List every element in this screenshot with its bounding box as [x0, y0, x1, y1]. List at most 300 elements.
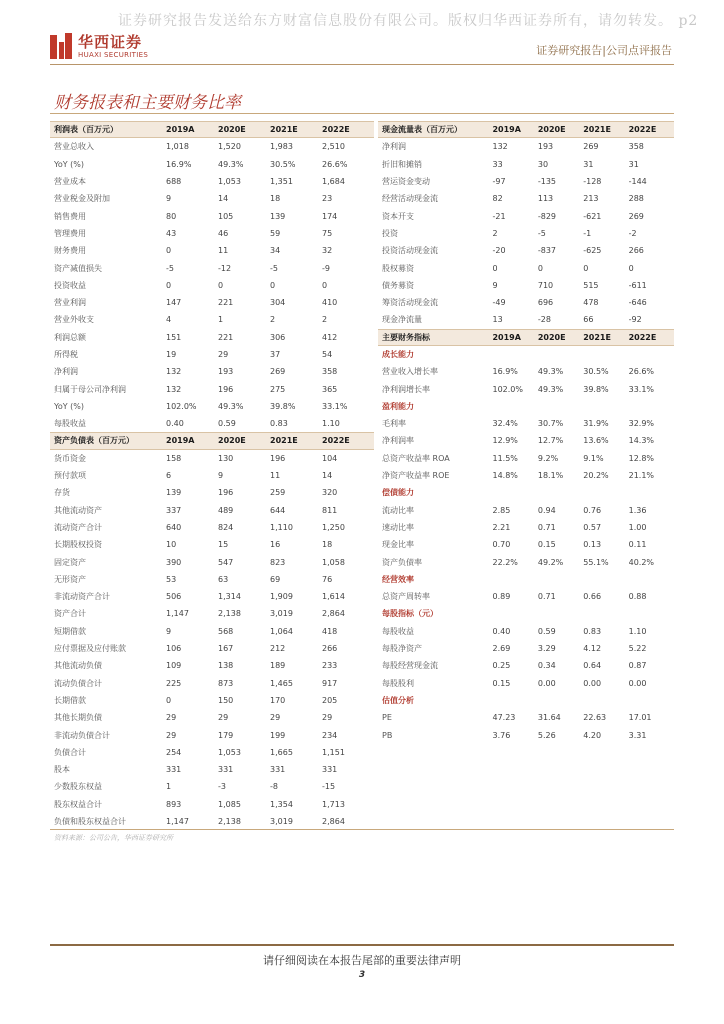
cell-value: 4.20	[583, 730, 602, 740]
cell-value: 1,018	[166, 142, 189, 152]
cell-value: 390	[166, 557, 182, 567]
table-row	[378, 138, 674, 155]
cell-value: 824	[218, 522, 234, 532]
table-row	[50, 657, 374, 674]
cell-value: 331	[218, 765, 234, 775]
table-row	[378, 242, 674, 259]
cell-value: 1,053	[218, 177, 241, 187]
table-row	[50, 796, 374, 813]
logo-text-cn: 华西证券	[78, 33, 143, 51]
cell-value: 13	[492, 315, 503, 325]
cell-value: 0	[322, 280, 328, 290]
cell-value: 9.2%	[537, 453, 559, 463]
cell-value: 40.2%	[628, 557, 655, 567]
table-row	[50, 346, 374, 363]
table-row	[50, 675, 374, 692]
cell-value: 20.2%	[583, 471, 609, 481]
cell-value: 29	[270, 713, 281, 723]
cell-value: 49.3%	[537, 367, 564, 377]
cell-value: 9	[166, 626, 172, 636]
cell-value: 109	[166, 661, 182, 671]
table-row	[50, 156, 374, 173]
cell-value: 11	[218, 246, 229, 256]
cell-value: 2020E	[537, 332, 566, 342]
table-row	[50, 190, 374, 207]
row-label: 净利润	[54, 367, 78, 377]
row-label: 存货	[54, 488, 70, 498]
cell-value: 1.10	[322, 419, 340, 429]
row-label: 股权募资	[382, 263, 414, 273]
cell-value: 2.21	[492, 522, 511, 532]
cell-value: 1,909	[270, 592, 293, 602]
cell-value: 15	[218, 540, 229, 550]
cell-value: 5.22	[628, 644, 647, 654]
cell-value: 76	[322, 574, 333, 584]
cell-value: 196	[270, 453, 286, 463]
company-logo	[50, 33, 148, 61]
watermark: 证券研究报告发送给东方财富信息股份有限公司。版权归华西证券所有，请勿转发。 p2	[118, 13, 699, 29]
cell-value: 331	[166, 765, 182, 775]
table-row	[50, 813, 374, 830]
table-row	[50, 450, 374, 467]
cell-value: 43	[166, 228, 177, 238]
row-label: 毛利率	[382, 419, 406, 429]
cell-value: 2019A	[492, 332, 521, 342]
cell-value: 1,684	[322, 177, 345, 187]
cell-value: 221	[218, 332, 234, 342]
cell-value: 0	[537, 263, 543, 273]
cell-value: 696	[537, 298, 554, 308]
row-label: 利润总额	[54, 332, 86, 342]
table-row	[378, 207, 674, 224]
cell-value: 2022E	[322, 125, 350, 135]
cell-value: 102.0%	[166, 401, 197, 411]
cell-value: 39.8%	[270, 401, 296, 411]
row-label: 其他长期负债	[54, 713, 102, 723]
cell-value: 2020E	[218, 125, 246, 135]
cell-value: 33.1%	[322, 401, 348, 411]
cell-value: 710	[537, 280, 554, 290]
table-row	[378, 553, 674, 570]
table-row	[50, 605, 374, 622]
cell-value: 16.9%	[166, 159, 192, 169]
row-label: 每股经营现金流	[382, 661, 438, 671]
cell-value: 32	[322, 246, 333, 256]
cell-value: -128	[583, 177, 602, 187]
table-row	[50, 329, 374, 346]
row-label: 负债和股东权益合计	[54, 817, 126, 827]
cell-value: 1,983	[270, 142, 293, 152]
table-row	[378, 225, 674, 242]
cell-value: 49.3%	[537, 384, 564, 394]
title-divider	[50, 113, 674, 114]
row-label: 流动资产合计	[54, 522, 102, 532]
cell-value: 3.31	[628, 730, 647, 740]
table-row	[378, 380, 674, 397]
row-label: 偿债能力	[382, 488, 414, 498]
cell-value: 640	[166, 522, 182, 532]
cell-value: -135	[537, 177, 557, 187]
cell-value: -5	[166, 263, 174, 273]
source-divider	[50, 829, 674, 830]
row-label: 折旧和摊销	[382, 159, 422, 169]
cell-value: 515	[583, 280, 599, 290]
table-row	[50, 311, 374, 328]
row-label: 固定资产	[54, 557, 86, 567]
cell-value: 151	[166, 332, 182, 342]
cell-value: 16	[270, 540, 281, 550]
cell-value: 2,864	[322, 817, 345, 827]
cell-value: 2021E	[583, 332, 611, 342]
table-row	[378, 536, 674, 553]
cell-value: 1,614	[322, 592, 345, 602]
row-label: 营业总收入	[54, 142, 94, 152]
cell-value: 9	[218, 471, 224, 481]
cell-value: 0.71	[537, 522, 556, 532]
cell-value: 2	[322, 315, 328, 325]
section-title: 财务报表和主要财务比率	[54, 93, 241, 113]
cell-value: 55.1%	[583, 557, 609, 567]
row-label: 净利润率	[382, 436, 414, 446]
cell-value: 205	[322, 695, 338, 705]
cell-value: 568	[218, 626, 234, 636]
cell-value: 2,138	[218, 609, 241, 619]
table-row	[50, 778, 374, 795]
cell-value: 102.0%	[492, 384, 523, 394]
cell-value: 688	[166, 177, 182, 187]
cell-value: -646	[628, 298, 647, 308]
row-label: 资产负债率	[382, 557, 422, 567]
row-label: 所得税	[54, 350, 78, 359]
row-label: 非流动负债合计	[54, 730, 110, 740]
row-label: 长期借款	[54, 695, 86, 705]
cell-value: 47.23	[492, 713, 516, 723]
cell-value: 23	[322, 194, 333, 204]
cell-value: 26.6%	[628, 367, 655, 377]
row-label: 营业税金及附加	[54, 194, 110, 204]
cell-value: 75	[322, 228, 333, 238]
cell-value: 2.85	[492, 505, 511, 515]
cell-value: 9	[492, 280, 498, 290]
cell-value: 5.26	[537, 730, 556, 740]
table-row	[50, 467, 374, 484]
cell-value: 31	[583, 159, 594, 169]
cell-value: 196	[218, 488, 234, 498]
row-label: 预付款项	[54, 471, 86, 481]
cell-value: 917	[322, 678, 338, 688]
table-row	[50, 571, 374, 588]
row-label: 营业外收支	[54, 315, 94, 325]
cell-value: 1.10	[628, 626, 647, 636]
cell-value: 106	[166, 644, 182, 654]
row-label: 每股股利	[382, 678, 414, 688]
row-label: 每股收益	[54, 419, 86, 429]
row-label: 每股净资产	[382, 644, 422, 654]
cell-value: 2.69	[492, 644, 511, 654]
cell-value: -9	[322, 263, 330, 273]
cell-value: 138	[218, 661, 234, 671]
cell-value: 0	[166, 695, 172, 705]
table-row	[50, 363, 374, 380]
table-row	[378, 432, 674, 449]
category-row	[378, 605, 674, 622]
cell-value: 3,019	[270, 609, 293, 619]
cell-value: 1,713	[322, 799, 345, 809]
cell-value: 1,085	[218, 799, 241, 809]
cell-value: 0.00	[583, 678, 602, 688]
cell-value: 1,250	[322, 522, 345, 532]
table-row	[50, 536, 374, 553]
cell-value: 0.89	[492, 592, 511, 602]
cell-value: 418	[322, 626, 338, 636]
left-financial-table	[50, 121, 374, 830]
table-row	[50, 519, 374, 536]
cell-value: 29	[218, 713, 229, 723]
cell-value: 2022E	[322, 436, 350, 446]
cell-value: 234	[322, 730, 338, 740]
row-label: 资本开支	[382, 211, 414, 221]
table-row	[50, 640, 374, 657]
row-label: 其他流动负债	[54, 661, 102, 671]
cell-value: 2	[270, 315, 276, 325]
row-label: 现金流量表（百万元）	[382, 125, 462, 135]
cell-value: 12.8%	[628, 453, 655, 463]
row-label: 流动负债合计	[54, 678, 102, 688]
row-label: 经营效率	[382, 574, 414, 584]
row-label: 股东权益合计	[54, 799, 102, 809]
category-row	[378, 346, 674, 363]
cell-value: 0.83	[270, 419, 288, 429]
legal-notice: 请仔细阅读在本报告尾部的重要法律声明	[263, 954, 461, 967]
row-label: 营业成本	[54, 177, 86, 187]
cell-value: 189	[270, 661, 286, 671]
cell-value: 0.40	[166, 419, 184, 429]
table-row	[50, 692, 374, 709]
cell-value: 0	[218, 280, 224, 290]
table-row	[378, 675, 674, 692]
row-label: 总资产收益率 ROA	[382, 453, 450, 463]
cell-value: 412	[322, 332, 338, 342]
cell-value: 54	[322, 350, 333, 359]
row-label: 长期股权投资	[54, 540, 102, 550]
footer-divider	[50, 944, 674, 946]
cell-value: -3	[218, 782, 226, 792]
right-financial-table	[378, 121, 674, 744]
cell-value: 1,110	[270, 522, 293, 532]
cell-value: 233	[322, 661, 338, 671]
cell-value: 53	[166, 574, 177, 584]
table-row	[378, 623, 674, 640]
cell-value: -28	[537, 315, 551, 325]
cell-value: 13.6%	[583, 436, 609, 446]
cell-value: 0.76	[583, 505, 602, 515]
cell-value: 10	[166, 540, 177, 550]
row-label: 现金比率	[382, 540, 414, 550]
cell-value: 358	[628, 142, 644, 152]
table-row	[378, 726, 674, 743]
cell-value: 331	[322, 765, 338, 775]
cell-value: 9	[166, 194, 172, 204]
cell-value: -97	[492, 177, 506, 187]
cell-value: -837	[537, 246, 557, 256]
row-label: 每股指标（元）	[382, 609, 438, 619]
cell-value: 3.76	[492, 730, 511, 740]
table-row	[378, 156, 674, 173]
row-label: 股本	[54, 765, 70, 775]
cell-value: 266	[628, 246, 644, 256]
cell-value: 0.71	[537, 592, 556, 602]
table-row	[50, 173, 374, 190]
cell-value: 873	[218, 678, 234, 688]
row-label: PE	[382, 713, 392, 723]
cell-value: 1.00	[628, 522, 647, 532]
cell-value: 139	[166, 488, 182, 498]
cell-value: 304	[270, 298, 286, 308]
cell-value: 12.9%	[492, 436, 518, 446]
cell-value: -625	[583, 246, 602, 256]
table-row	[50, 398, 374, 415]
table-row	[50, 225, 374, 242]
cell-value: 132	[166, 367, 182, 377]
cell-value: 2,138	[218, 817, 241, 827]
cell-value: 644	[270, 505, 286, 515]
cell-value: 0.66	[583, 592, 602, 602]
cell-value: 811	[322, 505, 338, 515]
cell-value: 199	[270, 730, 286, 740]
cell-value: 0	[270, 280, 276, 290]
row-label: 债务募资	[382, 280, 414, 290]
cell-value: 1,354	[270, 799, 293, 809]
table-row	[50, 138, 374, 155]
table-header-row	[378, 329, 674, 346]
cell-value: 0.59	[537, 626, 556, 636]
cell-value: 0.00	[537, 678, 556, 688]
cell-value: 193	[537, 142, 554, 152]
cell-value: 1,665	[270, 747, 293, 757]
cell-value: 0.59	[218, 419, 236, 429]
cell-value: 2021E	[583, 125, 611, 135]
cell-value: 2021E	[270, 436, 298, 446]
cell-value: 18	[270, 194, 281, 204]
cell-value: 2022E	[628, 125, 657, 135]
cell-value: 213	[583, 194, 599, 204]
row-label: 速动比率	[382, 522, 414, 532]
table-row	[50, 242, 374, 259]
cell-value: 132	[166, 384, 182, 394]
cell-value: 0	[492, 263, 498, 273]
cell-value: 30.5%	[270, 159, 296, 169]
table-row	[378, 311, 674, 328]
category-row	[378, 484, 674, 501]
cell-value: 33	[492, 159, 503, 169]
row-label: 流动比率	[382, 505, 414, 515]
cell-value: -5	[537, 228, 546, 238]
row-label: PB	[382, 730, 393, 740]
table-row	[378, 415, 674, 432]
cell-value: 11.5%	[492, 453, 518, 463]
cell-value: 32.4%	[492, 419, 518, 429]
cell-value: 221	[218, 298, 234, 308]
row-label: 净资产收益率 ROE	[382, 471, 450, 481]
header-divider	[50, 64, 674, 65]
cell-value: 489	[218, 505, 234, 515]
cell-value: 331	[270, 765, 286, 775]
cell-value: 410	[322, 298, 338, 308]
cell-value: 547	[218, 557, 234, 567]
cell-value: 18.1%	[537, 471, 564, 481]
cell-value: -829	[537, 211, 557, 221]
cell-value: 0.94	[537, 505, 556, 515]
cell-value: 31	[628, 159, 639, 169]
cell-value: 11	[270, 471, 281, 481]
cell-value: 22.2%	[492, 557, 518, 567]
cell-value: 1,064	[270, 626, 293, 636]
table-row	[50, 553, 374, 570]
cell-value: 1.36	[628, 505, 647, 515]
row-label: 筹资活动现金流	[382, 298, 438, 308]
table-row	[378, 588, 674, 605]
cell-value: 1,314	[218, 592, 241, 602]
cell-value: 32.9%	[628, 419, 655, 429]
cell-value: 147	[166, 298, 182, 308]
table-row	[378, 709, 674, 726]
cell-value: 196	[218, 384, 234, 394]
cell-value: 82	[492, 194, 503, 204]
row-label: 非流动资产合计	[54, 592, 110, 602]
page-number: 3	[358, 970, 366, 980]
cell-value: 1,053	[218, 747, 241, 757]
row-label: 管理费用	[54, 228, 86, 238]
table-row	[50, 415, 374, 432]
cell-value: 193	[218, 367, 234, 377]
cell-value: 358	[322, 367, 338, 377]
cell-value: 1	[218, 315, 224, 325]
cell-value: 18	[322, 540, 333, 550]
cell-value: 2,510	[322, 142, 345, 152]
cell-value: 80	[166, 211, 177, 221]
cell-value: 30.5%	[583, 367, 609, 377]
category-row	[378, 398, 674, 415]
table-row	[378, 277, 674, 294]
cell-value: 69	[270, 574, 281, 584]
table-row	[378, 294, 674, 311]
cell-value: 59	[270, 228, 281, 238]
cell-value: 506	[166, 592, 182, 602]
table-row	[50, 623, 374, 640]
table-row	[50, 207, 374, 224]
cell-value: -49	[492, 298, 506, 308]
row-label: 营业利润	[54, 298, 86, 308]
cell-value: 49.3%	[218, 159, 244, 169]
row-label: 销售费用	[54, 211, 86, 221]
cell-value: 1,520	[218, 142, 241, 152]
cell-value: 14	[218, 194, 229, 204]
cell-value: 174	[322, 211, 338, 221]
cell-value: -20	[492, 246, 506, 256]
cell-value: 16.9%	[492, 367, 518, 377]
table-header-row	[378, 121, 674, 138]
table-row	[378, 467, 674, 484]
cell-value: 167	[218, 644, 234, 654]
cell-value: 14.8%	[492, 471, 518, 481]
row-label: 财务费用	[54, 246, 86, 256]
cell-value: 2019A	[492, 125, 521, 135]
cell-value: 29	[166, 730, 177, 740]
cell-value: 29	[166, 713, 177, 723]
cell-value: 1,465	[270, 678, 293, 688]
cell-value: 170	[270, 695, 286, 705]
row-label: 主要财务指标	[382, 332, 430, 342]
